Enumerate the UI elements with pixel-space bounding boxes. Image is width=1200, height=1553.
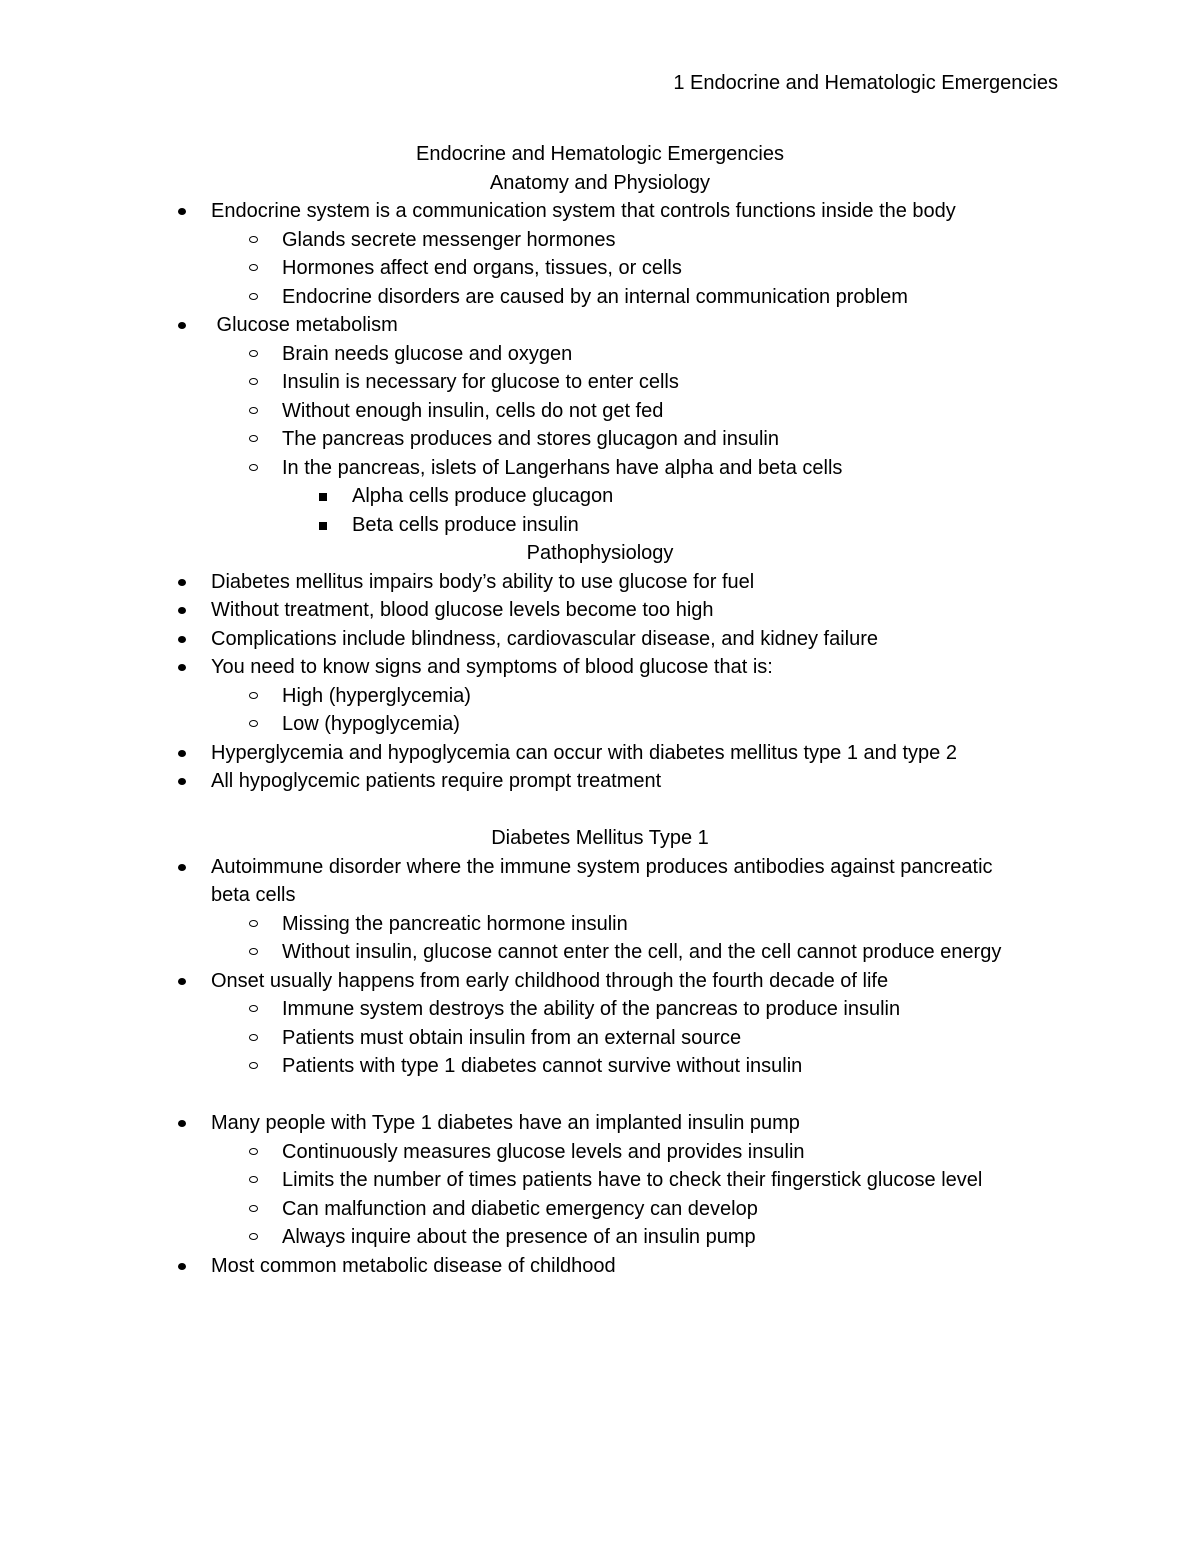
list-item: High (hyperglycemia) (0, 682, 1200, 711)
bullet-hollow-circle-icon (249, 1034, 258, 1041)
list-item-continuation: beta cells (211, 884, 296, 906)
bullet-hollow-circle-icon (249, 1148, 258, 1155)
bullet-filled-circle-icon (178, 636, 186, 643)
bullet-hollow-circle-icon (249, 464, 258, 471)
list-item: Endocrine system is a communication system that controls functions inside the body (0, 197, 1200, 226)
bullet-filled-circle-icon (178, 978, 186, 985)
bullet-hollow-circle-icon (249, 378, 258, 385)
bullet-filled-circle-icon (178, 1120, 186, 1127)
bullet-hollow-circle-icon (249, 692, 258, 699)
bullet-hollow-circle-icon (249, 236, 258, 243)
bullet-filled-circle-icon (178, 208, 186, 215)
bullet-square-icon (319, 493, 327, 501)
list-item: Alpha cells produce glucagon (0, 482, 1200, 511)
bullet-hollow-circle-icon (249, 1176, 258, 1183)
bullet-hollow-circle-icon (249, 350, 258, 357)
list-item: Complications include blindness, cardiovascular disease, and kidney failure (0, 625, 1200, 654)
list-item: Insulin is necessary for glucose to enter cells (0, 368, 1200, 397)
bullet-filled-circle-icon (178, 579, 186, 586)
list-item: Low (hypoglycemia) (0, 710, 1200, 739)
list-item: All hypoglycemic patients require prompt treatment (0, 767, 1200, 796)
list-item: Brain needs glucose and oxygen (0, 340, 1200, 369)
list-item: Can malfunction and diabetic emergency can develop (0, 1195, 1200, 1224)
bullet-filled-circle-icon (178, 322, 186, 329)
section-heading-pathophysiology: Pathophysiology (526, 542, 674, 564)
list-item: Limits the number of times patients have to check their fingerstick glucose level (0, 1166, 1200, 1195)
bullet-hollow-circle-icon (249, 1062, 258, 1069)
list-item: Patients must obtain insulin from an external source (0, 1024, 1200, 1053)
bullet-hollow-circle-icon (249, 1205, 258, 1212)
list-item: Continuously measures glucose levels and provides insulin (0, 1138, 1200, 1167)
list-item: Autoimmune disorder where the immune system produces antibodies against pancreatic (0, 853, 1200, 882)
bullet-square-icon (319, 522, 327, 530)
list-item: Without treatment, blood glucose levels become too high (0, 596, 1200, 625)
list-item: In the pancreas, islets of Langerhans have alpha and beta cells (0, 454, 1200, 483)
bullet-filled-circle-icon (178, 664, 186, 671)
bullet-filled-circle-icon (178, 864, 186, 871)
list-item: Always inquire about the presence of an insulin pump (0, 1223, 1200, 1252)
section-heading-type1: Diabetes Mellitus Type 1 (491, 827, 709, 849)
list-item: Hormones affect end organs, tissues, or cells (0, 254, 1200, 283)
bullet-hollow-circle-icon (249, 1005, 258, 1012)
bullet-hollow-circle-icon (249, 264, 258, 271)
bullet-filled-circle-icon (178, 778, 186, 785)
bullet-hollow-circle-icon (249, 920, 258, 927)
blank-line (0, 1081, 1200, 1110)
list-item: Beta cells produce insulin (0, 511, 1200, 540)
list-item: You need to know signs and symptoms of blood glucose that is: (0, 653, 1200, 682)
page-header: 1 Endocrine and Hematologic Emergencies (673, 72, 1058, 94)
section-heading-anatomy: Anatomy and Physiology (489, 171, 711, 194)
list-item: Immune system destroys the ability of the pancreas to produce insulin (0, 995, 1200, 1024)
bullet-hollow-circle-icon (249, 1233, 258, 1240)
bullet-hollow-circle-icon (249, 407, 258, 414)
list-item: Glands secrete messenger hormones (0, 226, 1200, 255)
bullet-filled-circle-icon (178, 607, 186, 614)
document-body (0, 140, 1200, 1280)
list-item: Patients with type 1 diabetes cannot survive without insulin (0, 1052, 1200, 1081)
list-item: Onset usually happens from early childhood through the fourth decade of life (0, 967, 1200, 996)
list-item: Glucose metabolism (0, 311, 1200, 340)
bullet-filled-circle-icon (178, 750, 186, 757)
bullet-filled-circle-icon (178, 1263, 186, 1270)
list-item: Most common metabolic disease of childhood (0, 1252, 1200, 1281)
list-item: The pancreas produces and stores glucagon and insulin (0, 425, 1200, 454)
bullet-hollow-circle-icon (249, 435, 258, 442)
document-title: Endocrine and Hematologic Emergencies (416, 143, 784, 165)
list-item: Many people with Type 1 diabetes have an implanted insulin pump (0, 1109, 1200, 1138)
list-item: Diabetes mellitus impairs body’s ability to use glucose for fuel (0, 568, 1200, 597)
list-item: Without enough insulin, cells do not get fed (0, 397, 1200, 426)
list-item: Without insulin, glucose cannot enter the cell, and the cell cannot produce energy (0, 938, 1200, 967)
bullet-hollow-circle-icon (249, 293, 258, 300)
list-item: Missing the pancreatic hormone insulin (0, 910, 1200, 939)
bullet-hollow-circle-icon (249, 948, 258, 955)
list-item: Hyperglycemia and hypoglycemia can occur with diabetes mellitus type 1 and type 2 (0, 739, 1200, 768)
blank-line (0, 796, 1200, 825)
bullet-hollow-circle-icon (249, 720, 258, 727)
list-item: Endocrine disorders are caused by an internal communication problem (0, 283, 1200, 312)
